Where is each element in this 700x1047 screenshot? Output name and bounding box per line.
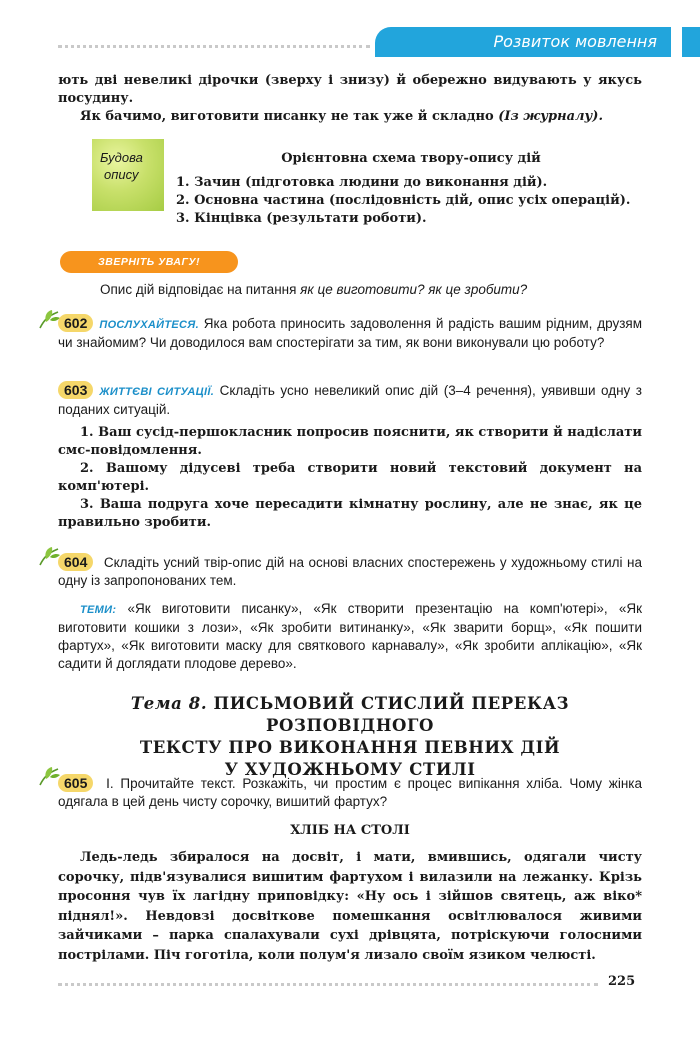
attention-text-start: Опис дій відповідає на питання bbox=[100, 282, 301, 297]
scheme-title: Орієнтовна схема твору-опису дій bbox=[281, 151, 541, 166]
source-note: (Із журналу). bbox=[498, 109, 603, 124]
exercise-text: Яка робота приносить задоволення й радість вашим рідним, друзям чи знайомим? Чи доводилося вам спостерігати за тим, як вони виконували цю роботу? bbox=[58, 316, 642, 350]
exercise-text: Складіть усно невеликий опис дій (3–4 речення), уявивши одну з поданих ситуацій. bbox=[58, 383, 642, 417]
scheme-item: 1. Зачин (підготовка людини до виконання дій). bbox=[176, 175, 548, 190]
exercise-text: Складіть усний твір-опис дій на основі власних спостережень у художньому стилі на одну із запропонованих тем. bbox=[58, 555, 642, 588]
exercise-number: 605 bbox=[58, 774, 93, 792]
topic-label: Тема 8. bbox=[130, 694, 208, 713]
top-paragraph bbox=[58, 72, 642, 126]
footer-dotted-line bbox=[58, 983, 598, 986]
situation-item: 2. Вашому дідусеві треба створити новий текстовий документ на комп'ютері. bbox=[58, 461, 642, 494]
situation-item: 3. Ваша подруга хоче пересадити кімнатну рослину, але не знає, як це правильно зробити. bbox=[58, 497, 642, 530]
exercise-number: 602 bbox=[58, 314, 93, 332]
structure-scheme bbox=[176, 150, 646, 228]
header-edge-bar bbox=[682, 27, 700, 57]
topic-heading bbox=[58, 693, 642, 781]
exercise-keyword: ПОСЛУХАЙТЕСЯ. bbox=[99, 319, 199, 331]
exercise-number: 604 bbox=[58, 553, 93, 571]
exercise-604 bbox=[58, 553, 642, 590]
page-number: 225 bbox=[608, 974, 636, 989]
exercise-text: І. Прочитайте текст. Розкажіть, чи простим є процес випікання хліба. Чому жінка одягала в цей день чисту сорочку, вишитий фартух? bbox=[58, 776, 642, 809]
topic-title-part1: ПИСЬМОВИЙ СТИСЛИЙ ПЕРЕКАЗ РОЗПОВІДНОГО bbox=[207, 694, 570, 735]
top-paragraph-line2 bbox=[58, 108, 642, 126]
topic-title-part3: У ХУДОЖНЬОМУ СТИЛІ bbox=[224, 760, 476, 779]
header-dotted-line bbox=[58, 45, 370, 48]
section-title: Розвиток мовлення bbox=[375, 27, 671, 57]
structure-tag bbox=[92, 139, 164, 211]
attention-label: ЗВЕРНІТЬ УВАГУ! bbox=[60, 251, 238, 273]
story-title: ХЛІБ НА СТОЛІ bbox=[290, 823, 410, 838]
top-paragraph-line1: ють дві невеликі дірочки (зверху і знизу) й обережно видувають у якусь посудину. bbox=[58, 73, 642, 106]
topic-heading-line1 bbox=[58, 693, 642, 737]
attention-text-question: як це виготовити? як це зробити? bbox=[300, 282, 528, 297]
exercise-keyword: ЖИТТЄВІ СИТУАЦІЇ. bbox=[99, 386, 215, 398]
situations-list bbox=[58, 424, 642, 532]
structure-tag-line2: опису bbox=[104, 167, 139, 182]
top-paragraph-text: Як бачимо, виготовити писанку не так уже й складно bbox=[80, 109, 499, 124]
situation-item: 1. Ваш сусід-першокласник попросив пояснити, як створити й надіслати смс-повідомлення. bbox=[58, 425, 642, 458]
structure-tag-line1: Будова bbox=[100, 150, 143, 165]
topics-list bbox=[58, 600, 642, 673]
scheme-item: 2. Основна частина (послідовність дій, опис усіх операцій). bbox=[176, 193, 631, 208]
exercise-603 bbox=[58, 381, 642, 419]
topic-title-part2: ТЕКСТУ ПРО ВИКОНАННЯ ПЕВНИХ ДІЙ bbox=[139, 738, 561, 757]
exercise-605 bbox=[58, 774, 642, 811]
attention-text bbox=[100, 281, 640, 299]
story-text: Ледь-ледь збиралося на досвіт, і мати, вмившись, одягали чисту сорочку, підв'язувалися вишитим фартухом і вилазили на лежанку. Крізь просоння чув їх лагідну приповідку: «Ну ось і зійшов святець, аж віко* піднял!». Невдовзі досвіткове помешкання освітлювалося живими зайчиками – парка спалахували сухі дрівцята, потріскуючи голосними пострілами. Піч гоготіла, коли полум'я лизало своїм язиком челюсті. bbox=[58, 850, 642, 963]
exercise-number: 603 bbox=[58, 381, 93, 399]
topics-keyword: ТЕМИ: bbox=[80, 604, 117, 616]
topics-text: «Як виготовити писанку», «Як створити презентацію на комп'ютері», «Як виготовити кошики з лози», «Як зробити витинанку», «Як зварити борщ», «Як пошити фартух», «Як виготовити маску для святкового карнавалу», «Як зробити аплікацію», «Як садити й доглядати плодове дерево». bbox=[58, 601, 642, 671]
exercise-602 bbox=[58, 314, 642, 352]
scheme-item: 3. Кінцівка (результати роботи). bbox=[176, 211, 427, 226]
